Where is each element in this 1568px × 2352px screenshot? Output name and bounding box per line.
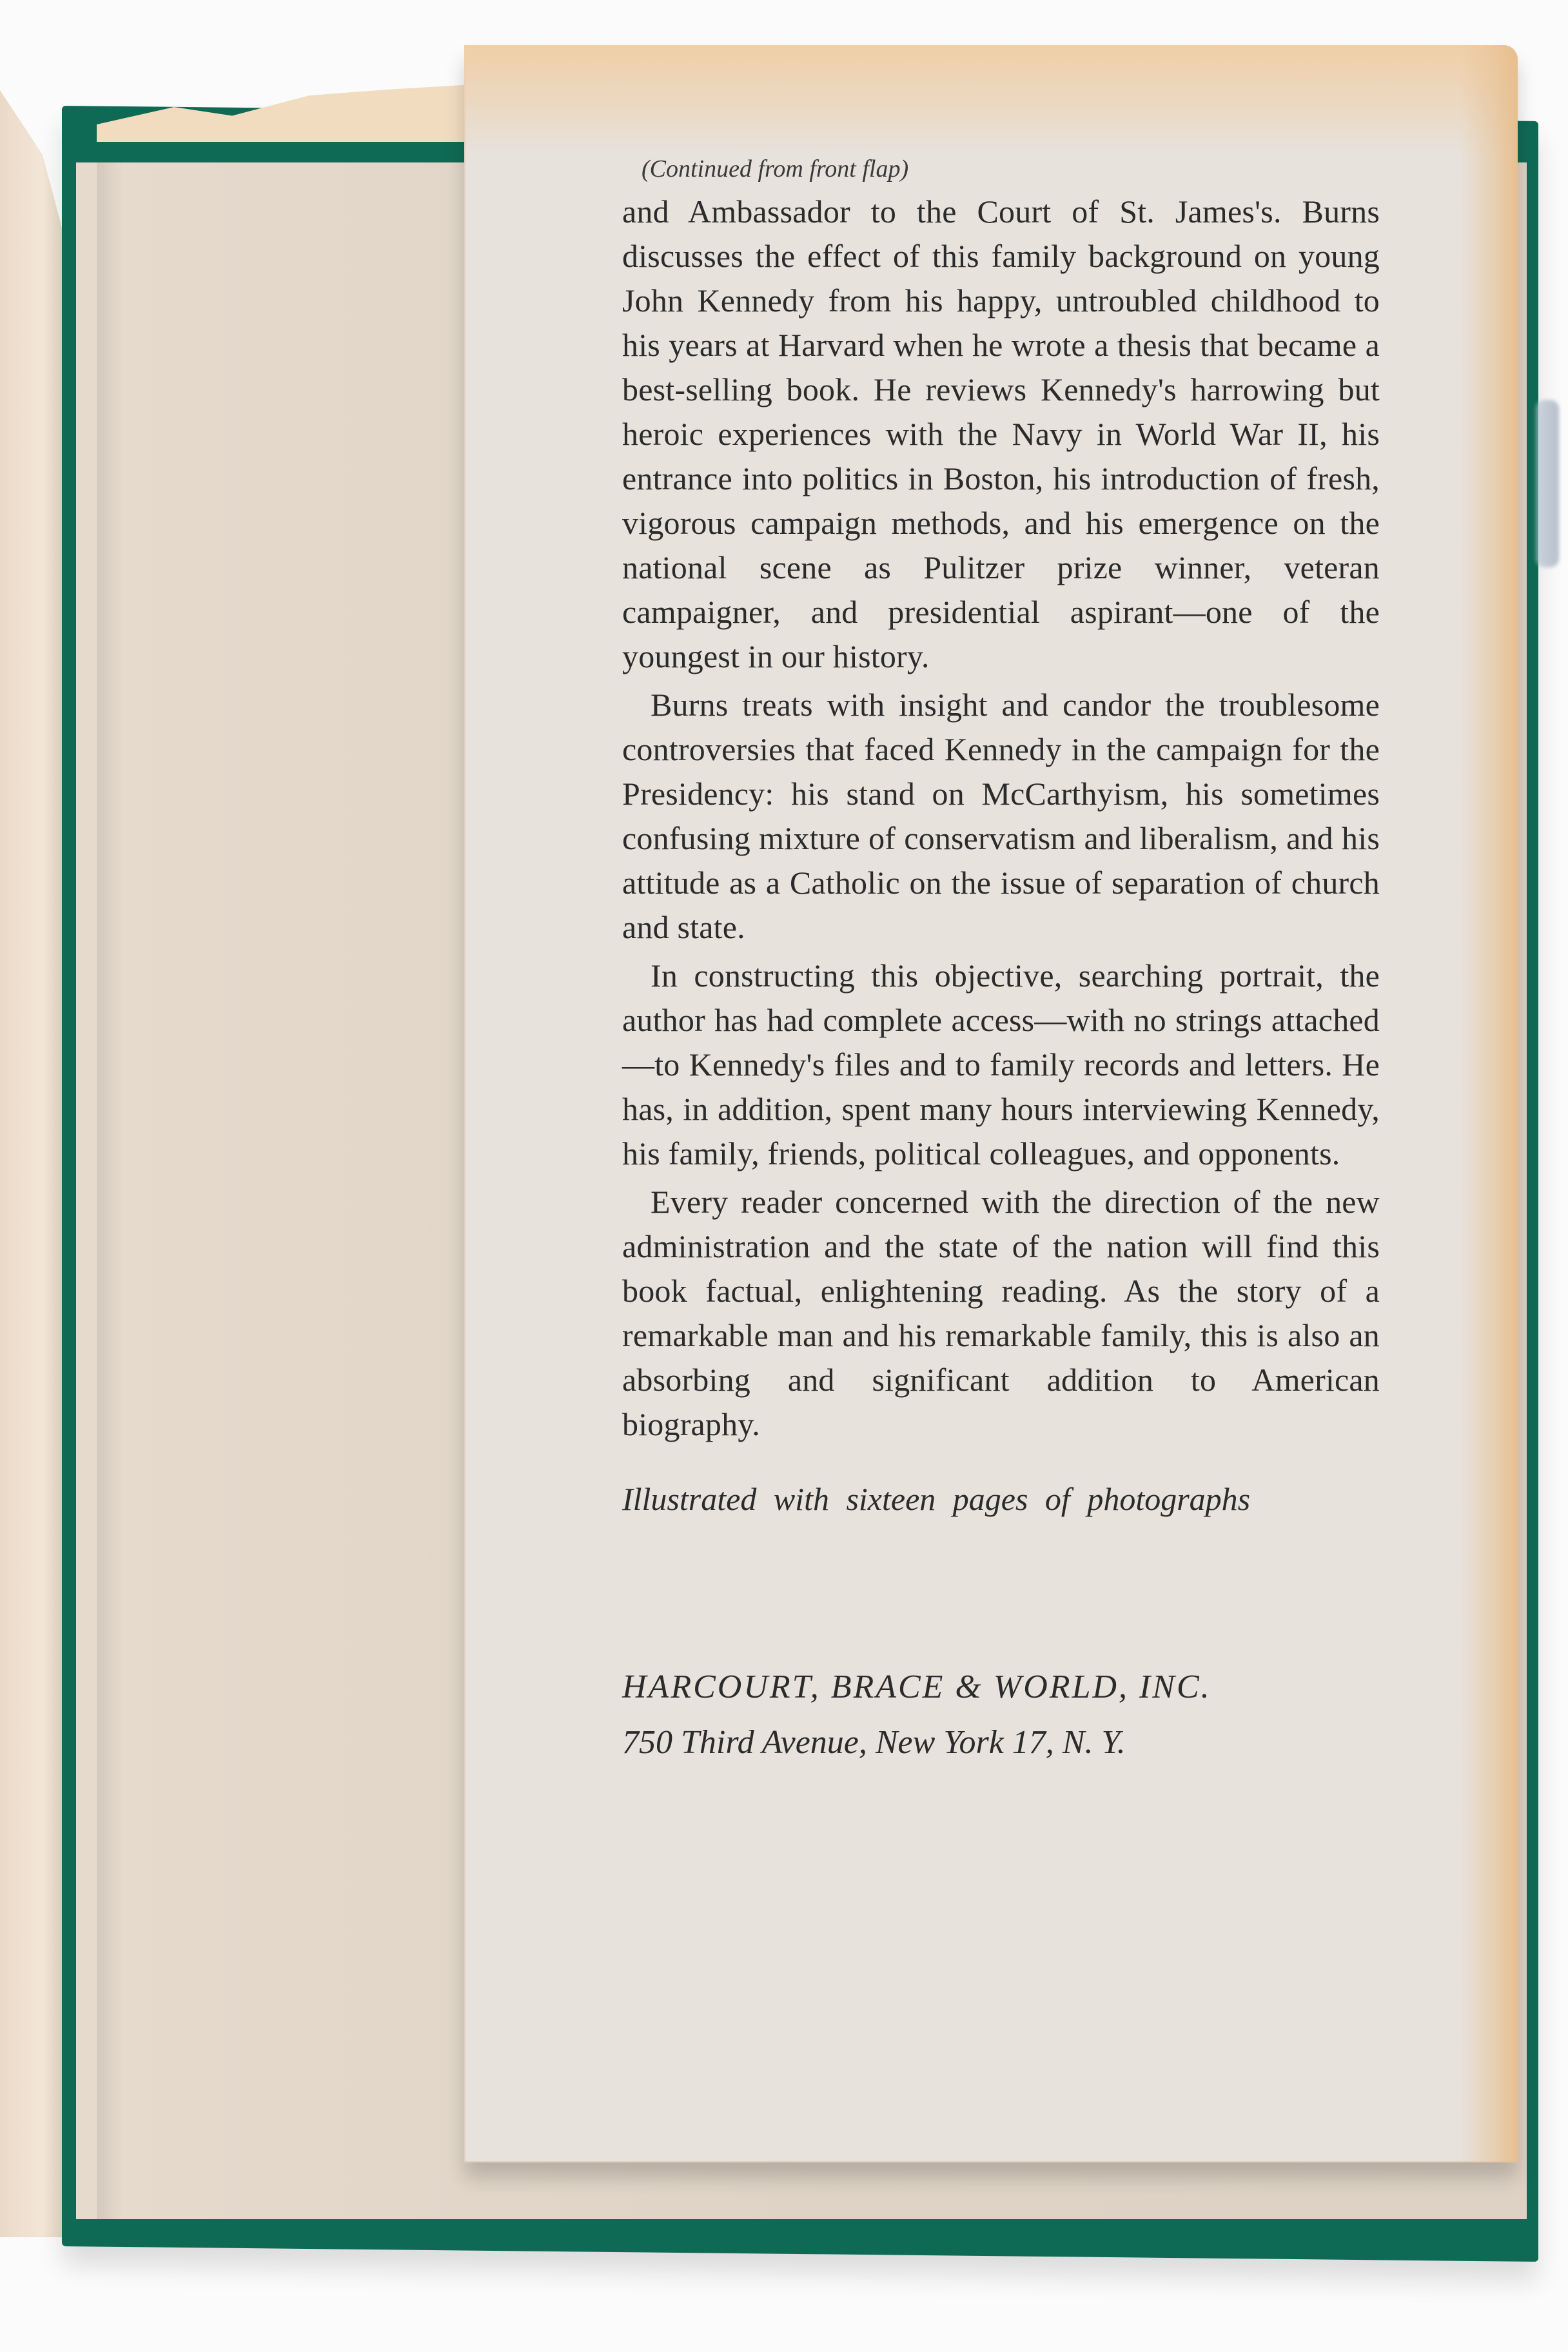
gutter-shadow	[97, 162, 122, 2219]
paragraph-2: Burns treats with insight and candor the troublesome controversies that faced Kennedy in the campaign for the Presidency: his stand on McCarthyism, his sometimes confusing mixture of conservatism and liberalism, and his attitude as a Catholic on the issue of separation of church and state.	[622, 687, 1380, 945]
torn-jacket-edge	[97, 84, 484, 142]
free-endpaper	[0, 90, 71, 2237]
publisher-name: HARCOURT, BRACE & WORLD, INC.	[622, 1669, 1211, 1705]
continued-note: (Continued from front flap)	[642, 155, 909, 182]
paragraph-3: In constructing this objective, searching portrait, the author has had complete access—with no strings attached—to Kennedy's files and to family records and letters. He has, in addition, spent many hours interviewing Kennedy, his family, friends, political colleagues, and opponents.	[622, 957, 1380, 1171]
publisher-address: 750 Third Avenue, New York 17, N. Y.	[622, 1724, 1126, 1761]
paragraph-4: Every reader concerned with the direction of the new administration and the state of the nation will find this book factual, enlightening reading. As the story of a remarkable man and his remarkable family, this is also an absorbing and significant addition to American biography.	[622, 1184, 1380, 1442]
book-stand-clip	[1536, 400, 1559, 567]
paragraph-1: and Ambassador to the Court of St. James's. Burns discusses the effect of this family background on young John Kennedy from his happy, untroubled childhood to his years at Harvard when he wrote a thesis that became a best-selling book. He reviews Kennedy's harrowing but heroic experiences with the Navy in World War II, his entrance into politics in Boston, his introduction of fresh, vigorous campaign methods, and his emergence on the national scene as Pulitzer prize winner, veteran campaigner, and presidential aspirant—one of the youngest in our history.	[622, 193, 1380, 674]
flap-text-block	[622, 155, 1380, 1770]
publisher-block	[622, 1660, 1380, 1770]
illustrated-note: Illustrated with sixteen pages of photographs	[622, 1481, 1251, 1517]
